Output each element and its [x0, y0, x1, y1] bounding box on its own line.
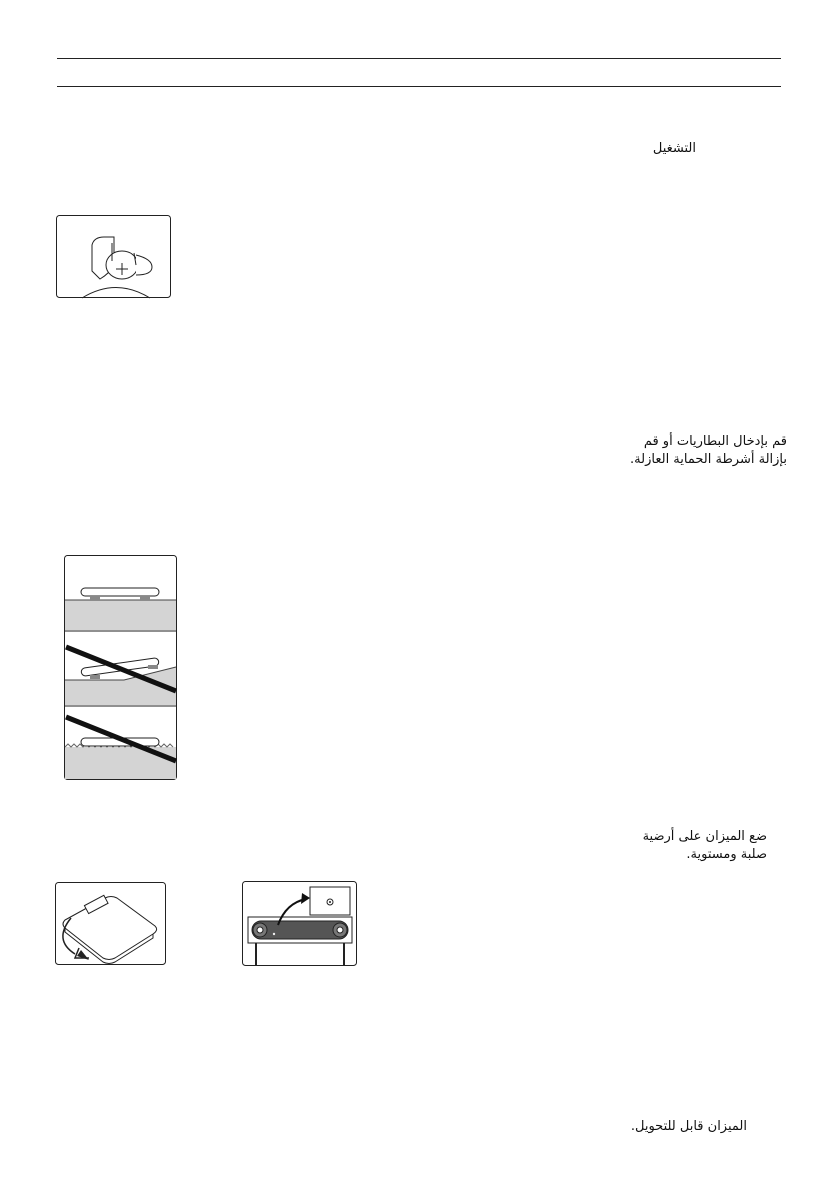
step-1-line-2: بإزالة أشرطة الحماية العازلة.	[630, 452, 787, 467]
step-2-line-2: صلبة ومستوية.	[686, 847, 767, 862]
section-title: التشغيل	[652, 141, 696, 156]
scale-flip-icon	[55, 882, 167, 966]
battery-insert-icon	[56, 215, 172, 299]
step-1-line-1: قم بإدخال البطاريات أو قم	[643, 434, 787, 449]
step-3-line-1: الميزان قابل للتحويل.	[630, 1119, 747, 1134]
step-2-line-1: ضع الميزان على أرضية	[642, 829, 767, 844]
header-rule-bottom	[57, 86, 781, 87]
header-rule-top	[57, 58, 781, 59]
floor-surface-icon	[64, 555, 178, 781]
unit-switch-icon	[242, 881, 358, 967]
